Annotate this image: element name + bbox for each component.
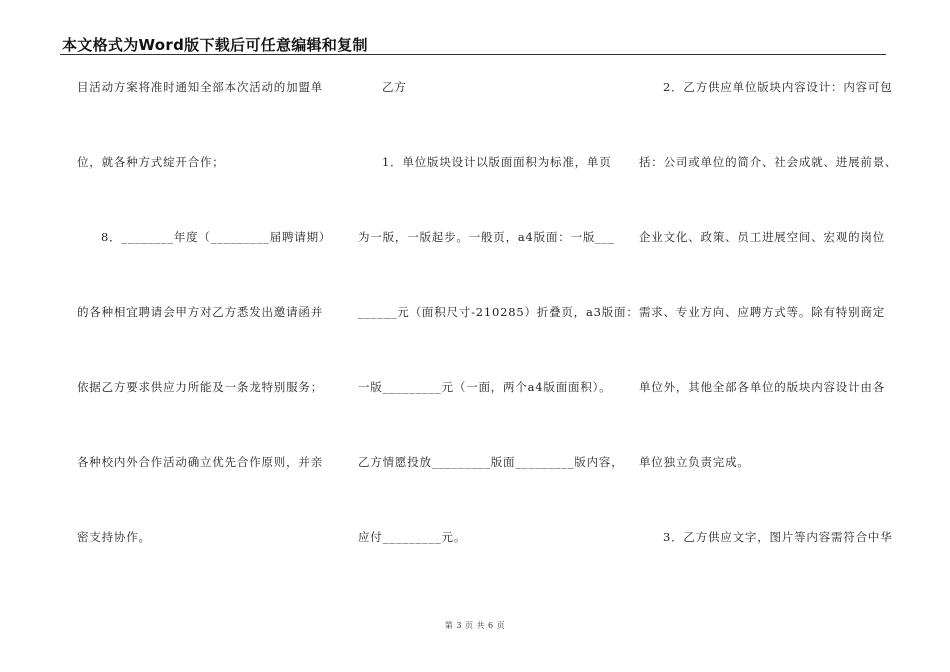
text-line: 括：公司或单位的简介、社会成就、进展前景、 <box>639 155 898 169</box>
text-line: 乙方情愿投放_________版面_________版内容， <box>358 455 624 469</box>
text-line: 目活动方案将准时通知全部本次活动的加盟单 <box>77 80 323 94</box>
text-line: 位，就各种方式绽开合作； <box>77 155 225 169</box>
text-line: 企业文化、政策、员工进展空间、宏观的岗位 <box>639 230 885 244</box>
text-line: 密支持协作。 <box>77 530 151 544</box>
text-line: 3．乙方供应文字，图片等内容需符合中华 <box>663 530 893 544</box>
text-line: 一版_________元（一面，两个a4版面面积）。 <box>358 380 612 394</box>
text-line: 单位独立负责完成。 <box>639 455 750 469</box>
text-line: 的各种相宜聘请会甲方对乙方悉发出邀请函并 <box>77 305 323 319</box>
text-line: 1．单位版块设计以版面面积为标准，单页 <box>382 155 612 169</box>
text-line: 乙方 <box>382 80 407 94</box>
text-line: 依据乙方要求供应力所能及一条龙特别服务； <box>77 380 323 394</box>
text-line: 应付_________元。 <box>358 530 467 544</box>
text-line: 各种校内外合作活动确立优先合作原则，并亲 <box>77 455 323 469</box>
text-line: 单位外，其他全部各单位的版块内容设计由各 <box>639 380 885 394</box>
page-number: 第 3 页 共 6 页 <box>444 621 506 630</box>
header-divider <box>60 54 886 55</box>
text-line: 8．________年度（_________届聘请期） <box>101 230 332 244</box>
text-line: ______元（面积尺寸-210285）折叠页，a3版面： <box>358 305 639 319</box>
text-line: 2．乙方供应单位版块内容设计：内容可包 <box>663 80 893 94</box>
document-header-title: 本文格式为Word版下载后可任意编辑和复制 <box>62 36 368 54</box>
text-line: 为一版，一版起步。一般页，a4版面：一版___ <box>358 230 615 244</box>
text-line: 需求、专业方向、应聘方式等。除有特别商定 <box>639 305 885 319</box>
